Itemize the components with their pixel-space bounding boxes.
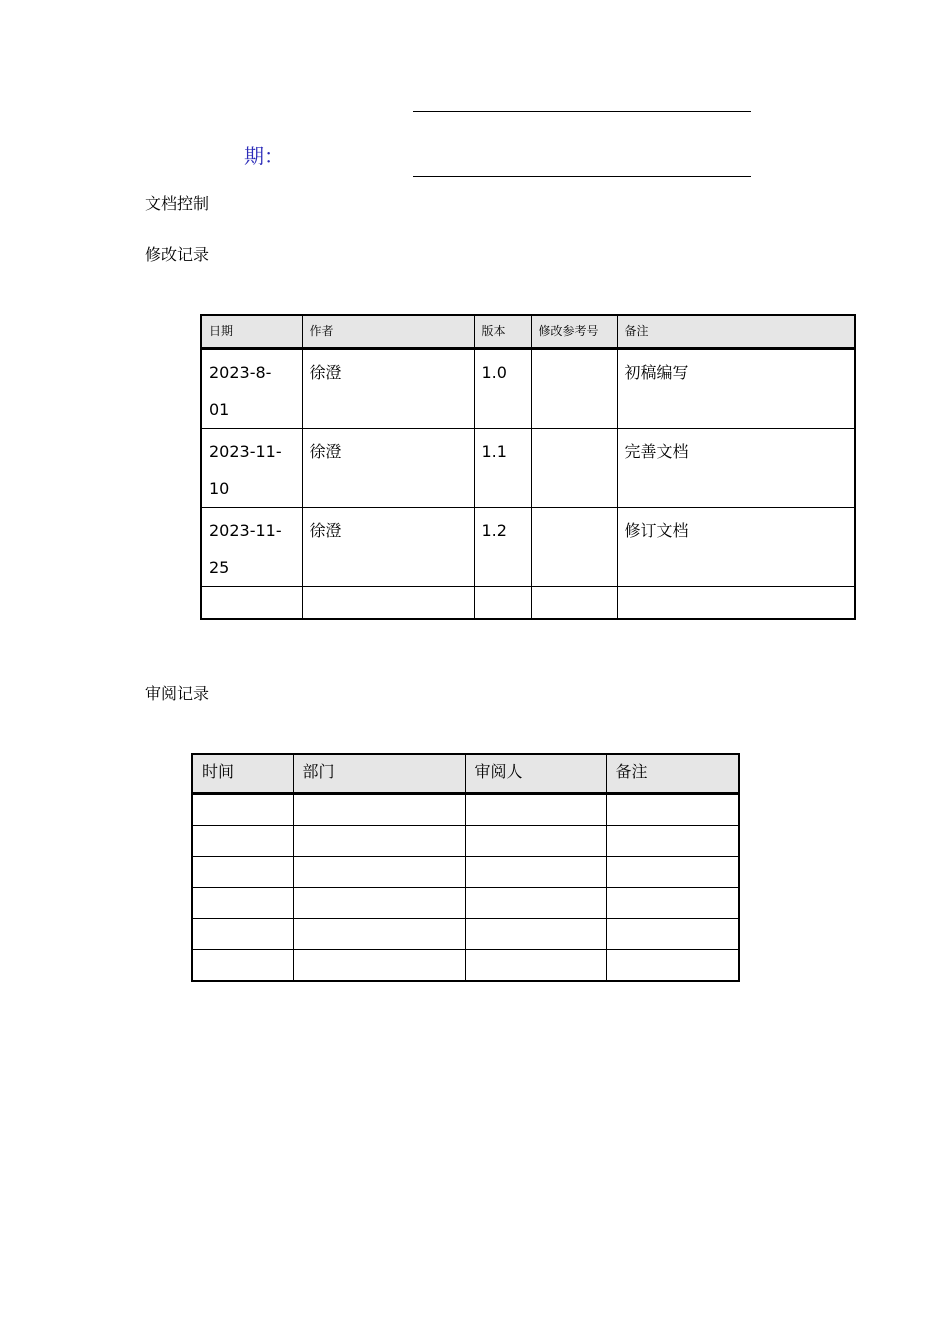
cell-author: 徐澄: [302, 428, 474, 507]
signature-line-bottom: [413, 176, 751, 177]
col-author: 作者: [302, 315, 474, 348]
col-date: 日期: [201, 315, 302, 348]
cell-ref: [531, 507, 617, 586]
revision-record-heading: 修改记录: [145, 245, 210, 264]
col-note: 备注: [617, 315, 855, 348]
table-row: [201, 507, 855, 586]
review-table: [191, 753, 740, 982]
table-row: [201, 428, 855, 507]
review-table-header: [192, 754, 739, 793]
col-department: 部门: [293, 754, 465, 793]
revision-table-header: [201, 315, 855, 348]
cell-version: 1.0: [474, 348, 531, 428]
table-row: [201, 348, 855, 428]
cell-note: 完善文档: [617, 428, 855, 507]
table-row-empty: [201, 586, 855, 619]
cell-author: 徐澄: [302, 507, 474, 586]
table-row: [192, 825, 739, 856]
cell-note: 初稿编写: [617, 348, 855, 428]
table-row: [192, 856, 739, 887]
table-row: [192, 949, 739, 981]
col-time: 时间: [192, 754, 293, 793]
signature-line-top: [413, 111, 751, 112]
col-ref: 修改参考号: [531, 315, 617, 348]
cell-ref: [531, 428, 617, 507]
cell-version: 1.1: [474, 428, 531, 507]
cell-version: 1.2: [474, 507, 531, 586]
table-row: [192, 793, 739, 825]
table-row: [192, 918, 739, 949]
doc-control-heading: 文档控制: [145, 194, 210, 213]
col-reviewer: 审阅人: [465, 754, 606, 793]
date-label: 期：: [244, 144, 284, 168]
col-version: 版本: [474, 315, 531, 348]
col-note: 备注: [606, 754, 739, 793]
review-record-heading: 审阅记录: [145, 684, 210, 703]
cell-author: 徐澄: [302, 348, 474, 428]
revision-table: [200, 314, 856, 620]
cell-date: 2023-8- 01: [201, 348, 302, 428]
cell-note: 修订文档: [617, 507, 855, 586]
cell-ref: [531, 348, 617, 428]
cell-date: 2023-11- 10: [201, 428, 302, 507]
cell-date: 2023-11- 25: [201, 507, 302, 586]
table-row: [192, 887, 739, 918]
